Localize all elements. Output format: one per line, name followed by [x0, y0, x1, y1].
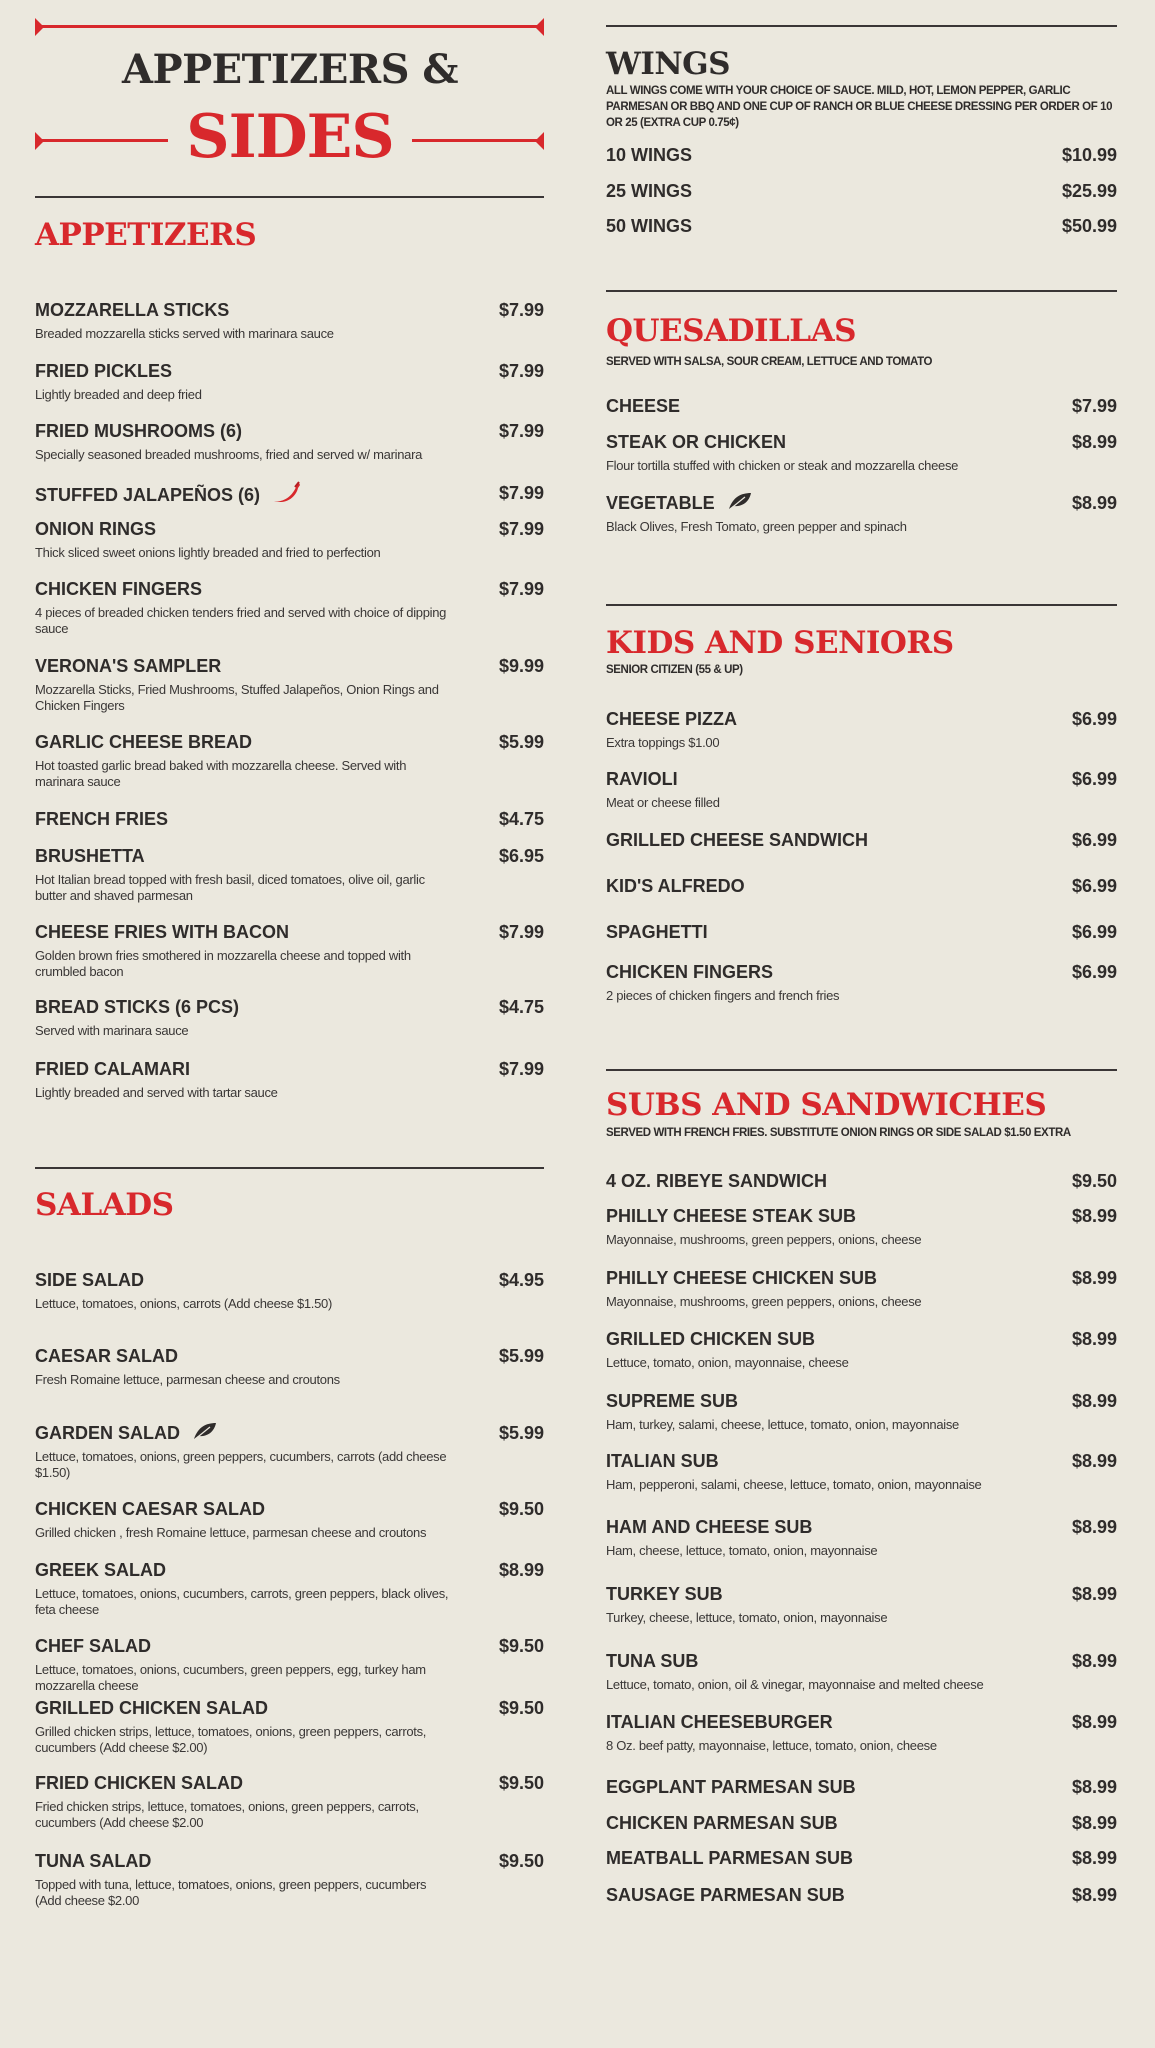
- item-name-text: SIDE SALAD: [35, 1270, 145, 1290]
- item-name-text: ONION RINGS: [35, 519, 157, 539]
- item-price: $6.99: [1071, 709, 1117, 729]
- appetizers-heading: APPETIZERS: [35, 217, 257, 253]
- item-name: [606, 767, 678, 791]
- item-price: $7.99: [498, 922, 544, 942]
- item-name: [606, 1449, 719, 1473]
- item-price: $7.99: [498, 519, 544, 539]
- item-name: [606, 707, 737, 731]
- item-name: [606, 394, 680, 418]
- item-name-text: STEAK OR CHICKEN: [606, 432, 787, 452]
- item-name-text: ITALIAN SUB: [606, 1451, 719, 1471]
- item-price: $6.95: [498, 846, 544, 866]
- chili-pepper-icon: [272, 481, 302, 511]
- item-name: [35, 1268, 144, 1292]
- item-name-text: VEGETABLE: [606, 493, 715, 513]
- item-price: $8.99: [1071, 493, 1117, 513]
- item-name-text: GARDEN SALAD: [35, 1423, 181, 1443]
- item-name: [35, 1421, 218, 1447]
- item-price: $8.99: [1071, 1712, 1117, 1732]
- item-price: $7.99: [1071, 396, 1117, 416]
- item-description: Mayonnaise, mushrooms, green peppers, onions, cheese: [606, 1232, 922, 1247]
- item-price: $9.50: [498, 1698, 544, 1718]
- item-description: Ham, turkey, salami, cheese, lettuce, tomato, onion, mayonnaise: [606, 1417, 959, 1432]
- item-description: Grilled chicken strips, lettuce, tomatoes, onions, green peppers, carrots, cucumbers (Add cheese $2.00): [35, 1724, 427, 1755]
- item-name: [35, 995, 239, 1019]
- quesadillas-heading: QUESADILLAS: [606, 313, 857, 349]
- item-name-text: BREAD STICKS (6 PCS): [35, 997, 240, 1017]
- item-name-text: GRILLED CHICKEN SALAD: [35, 1698, 268, 1718]
- item-name: [35, 807, 168, 831]
- item-name-text: BRUSHETTA: [35, 846, 145, 866]
- item-name-text: SPAGHETTI: [606, 922, 708, 942]
- item-description: Lettuce, tomatoes, onions, green peppers, cucumbers, carrots (add cheese $1.50): [35, 1449, 447, 1480]
- item-name: [606, 1515, 812, 1539]
- item-price: $8.99: [1071, 1451, 1117, 1471]
- item-price: $5.99: [498, 1346, 544, 1366]
- item-name: [606, 920, 708, 944]
- item-price: $9.50: [498, 1499, 544, 1519]
- leaf-icon: [192, 1421, 218, 1447]
- item-price: $8.99: [1071, 1584, 1117, 1604]
- item-name-text: FRIED CALAMARI: [35, 1059, 190, 1079]
- quesadillas-divider: [606, 290, 1117, 292]
- item-name-text: GRILLED CHICKEN SUB: [606, 1329, 816, 1349]
- item-name-text: FRIED MUSHROOMS (6): [35, 421, 242, 441]
- item-description: Black Olives, Fresh Tomato, green pepper and spinach: [606, 519, 907, 534]
- salads-divider: [35, 1167, 544, 1169]
- item-name-text: KID'S ALFREDO: [606, 876, 745, 896]
- item-description: 8 Oz. beef patty, mayonnaise, lettuce, tomato, onion, cheese: [606, 1738, 937, 1753]
- item-name: [606, 960, 773, 984]
- item-description: Lightly breaded and served with tartar sauce: [35, 1085, 278, 1100]
- item-name-text: GARLIC CHEESE BREAD: [35, 732, 253, 752]
- item-name: [606, 179, 692, 203]
- item-name-text: CHEESE FRIES WITH BACON: [35, 922, 290, 942]
- leaf-icon: [727, 491, 753, 517]
- item-description: Golden brown fries smothered in mozzarella cheese and topped with crumbled bacon: [35, 948, 411, 979]
- subs-note: SERVED WITH FRENCH FRIES. SUBSTITUTE ONION RINGS OR SIDE SALAD $1.50 EXTRA: [606, 1127, 1071, 1139]
- item-price: $8.99: [1071, 432, 1117, 452]
- item-price: $7.99: [498, 421, 544, 441]
- item-name: [35, 298, 229, 322]
- item-description: Hot toasted garlic bread baked with mozzarella cheese. Served with marinara sauce: [35, 758, 407, 789]
- salads-heading: SALADS: [35, 1187, 174, 1223]
- item-name-text: HAM AND CHEESE SUB: [606, 1517, 813, 1537]
- item-name: [35, 359, 172, 383]
- item-name: [35, 1696, 268, 1720]
- item-name-text: TUNA SALAD: [35, 1851, 152, 1871]
- item-name-text: CHICKEN FINGERS: [35, 579, 203, 599]
- item-name-text: 10 WINGS: [606, 145, 693, 165]
- item-name-text: FRENCH FRIES: [35, 809, 169, 829]
- item-name-text: GREEK SALAD: [35, 1560, 167, 1580]
- item-name: [35, 1558, 166, 1582]
- item-name-text: PHILLY CHEESE CHICKEN SUB: [606, 1268, 878, 1288]
- item-description: Topped with tuna, lettuce, tomatoes, onions, green peppers, cucumbers (Add cheese $2.00: [35, 1877, 427, 1908]
- item-price: $7.99: [498, 483, 544, 503]
- item-name-text: FRIED PICKLES: [35, 361, 173, 381]
- item-name-text: 25 WINGS: [606, 181, 693, 201]
- divider-end: [535, 132, 544, 150]
- item-name: [35, 1771, 243, 1795]
- item-name-text: GRILLED CHEESE SANDWICH: [606, 830, 869, 850]
- red-divider: [412, 139, 540, 142]
- item-name-text: MOZZARELLA STICKS: [35, 300, 230, 320]
- item-name-text: TUNA SUB: [606, 1651, 699, 1671]
- kids-note: SENIOR CITIZEN (55 & UP): [606, 664, 743, 676]
- item-name-text: RAVIOLI: [606, 769, 678, 789]
- item-name-text: 50 WINGS: [606, 216, 693, 236]
- item-price: $4.75: [498, 997, 544, 1017]
- item-name: [35, 730, 252, 754]
- item-name: [606, 874, 745, 898]
- item-name: [606, 430, 786, 454]
- item-name: [606, 1811, 838, 1835]
- item-description: Flour tortilla stuffed with chicken or steak and mozzarella cheese: [606, 458, 959, 473]
- subs-divider: [606, 1069, 1117, 1071]
- item-description: Served with marinara sauce: [35, 1023, 189, 1038]
- item-name-text: MEATBALL PARMESAN SUB: [606, 1848, 853, 1868]
- item-price: $9.99: [498, 656, 544, 676]
- item-price: $8.99: [1071, 1651, 1117, 1671]
- item-name: [35, 419, 242, 443]
- item-description: Fresh Romaine lettuce, parmesan cheese and croutons: [35, 1372, 340, 1387]
- item-price: $6.99: [1071, 922, 1117, 942]
- item-name-text: SAUSAGE PARMESAN SUB: [606, 1885, 845, 1905]
- item-name-text: 4 OZ. RIBEYE SANDWICH: [606, 1171, 828, 1191]
- item-name: [606, 1389, 738, 1413]
- item-name: [606, 143, 692, 167]
- item-name: [606, 1846, 853, 1870]
- item-name-text: STUFFED JALAPEÑOS (6): [35, 484, 261, 505]
- item-name-text: CHICKEN FINGERS: [606, 962, 774, 982]
- item-description: Extra toppings $1.00: [606, 735, 720, 750]
- item-name-text: SUPREME SUB: [606, 1391, 739, 1411]
- item-name-text: CHEESE: [606, 396, 681, 416]
- item-name-text: CHICKEN CAESAR SALAD: [35, 1499, 266, 1519]
- item-description: Lightly breaded and deep fried: [35, 387, 202, 402]
- divider-end: [535, 18, 544, 36]
- kids-heading: KIDS AND SENIORS: [606, 625, 954, 661]
- item-name-text: VERONA'S SAMPLER: [35, 656, 222, 676]
- item-name: [606, 1327, 815, 1351]
- item-description: Hot Italian bread topped with fresh basil, diced tomatoes, olive oil, garlic butter and shaved parmesan: [35, 872, 425, 903]
- item-price: $4.75: [498, 809, 544, 829]
- item-name-text: CHEF SALAD: [35, 1636, 151, 1656]
- item-description: Fried chicken strips, lettuce, tomatoes, onions, green peppers, carrots, cucumbers (Add cheese $2.00: [35, 1799, 419, 1830]
- item-price: $8.99: [1071, 1391, 1117, 1411]
- item-name: [35, 481, 302, 511]
- item-name: [35, 1849, 151, 1873]
- item-price: $8.99: [1071, 1517, 1117, 1537]
- wings-divider: [606, 25, 1117, 27]
- item-name: [606, 1169, 827, 1193]
- item-name: [606, 214, 692, 238]
- red-divider: [38, 25, 541, 28]
- item-description: Thick sliced sweet onions lightly breaded and fried to perfection: [35, 545, 381, 560]
- item-price: $6.99: [1071, 876, 1117, 896]
- item-price: $9.50: [498, 1636, 544, 1656]
- item-name: [35, 577, 202, 601]
- item-name: [35, 1497, 265, 1521]
- appetizers-divider: [35, 196, 544, 198]
- item-description: Grilled chicken , fresh Romaine lettuce, parmesan cheese and croutons: [35, 1525, 427, 1540]
- item-price: $7.99: [498, 1059, 544, 1079]
- item-name-text: FRIED CHICKEN SALAD: [35, 1773, 244, 1793]
- item-price: $8.99: [1071, 1206, 1117, 1226]
- item-price: $7.99: [498, 579, 544, 599]
- item-price: $8.99: [1071, 1885, 1117, 1905]
- item-name-text: TURKEY SUB: [606, 1584, 723, 1604]
- item-price: $9.50: [1071, 1171, 1117, 1191]
- wings-note: ALL WINGS COME WITH YOUR CHOICE OF SAUCE. MILD, HOT, LEMON PEPPER, GARLIC PARMESAN OR BBQ AND ONE CUP OF RANCH OR BLUE CHEESE DRESSING PER ORDER OF 10 OR 25 (EXTRA CUP 0.75¢): [606, 85, 1113, 129]
- item-description: Ham, cheese, lettuce, tomato, onion, mayonnaise: [606, 1543, 878, 1558]
- item-name: [35, 844, 145, 868]
- item-description: Lettuce, tomato, onion, mayonnaise, cheese: [606, 1355, 849, 1370]
- item-name: [35, 1057, 190, 1081]
- item-name: [35, 920, 289, 944]
- divider-end: [35, 18, 44, 36]
- item-description: 2 pieces of chicken fingers and french fries: [606, 988, 840, 1003]
- item-description: Specially seasoned breaded mushrooms, fried and served w/ marinara: [35, 447, 423, 462]
- item-name-text: CAESAR SALAD: [35, 1346, 179, 1366]
- item-description: Lettuce, tomato, onion, oil & vinegar, mayonnaise and melted cheese: [606, 1677, 984, 1692]
- item-name: [35, 517, 156, 541]
- subs-heading: SUBS AND SANDWICHES: [606, 1087, 1047, 1123]
- divider-end: [35, 132, 44, 150]
- item-name-text: CHEESE PIZZA: [606, 709, 738, 729]
- item-name: [606, 1649, 698, 1673]
- item-name-text: PHILLY CHEESE STEAK SUB: [606, 1206, 857, 1226]
- item-description: Breaded mozzarella sticks served with marinara sauce: [35, 326, 334, 341]
- item-name: [606, 1582, 723, 1606]
- item-name: [606, 1883, 845, 1907]
- item-name: [606, 491, 753, 517]
- item-price: $25.99: [1061, 181, 1117, 201]
- item-price: $6.99: [1071, 962, 1117, 982]
- item-price: $50.99: [1061, 216, 1117, 236]
- item-description: Ham, pepperoni, salami, cheese, lettuce, tomato, onion, mayonnaise: [606, 1477, 982, 1492]
- item-description: Lettuce, tomatoes, onions, carrots (Add cheese $1.50): [35, 1296, 333, 1311]
- item-description: Meat or cheese filled: [606, 795, 720, 810]
- item-description: Turkey, cheese, lettuce, tomato, onion, mayonnaise: [606, 1610, 888, 1625]
- title-line-2: SIDES: [186, 102, 394, 172]
- item-price: $5.99: [498, 732, 544, 752]
- wings-heading: WINGS: [606, 46, 731, 82]
- item-description: Mozzarella Sticks, Fried Mushrooms, Stuffed Jalapeños, Onion Rings and Chicken Fingers: [35, 682, 439, 713]
- item-name: [606, 828, 868, 852]
- item-price: $9.50: [498, 1851, 544, 1871]
- item-name-text: ITALIAN CHEESEBURGER: [606, 1712, 833, 1732]
- item-name-text: EGGPLANT PARMESAN SUB: [606, 1777, 856, 1797]
- item-name: [35, 654, 221, 678]
- item-price: $6.99: [1071, 769, 1117, 789]
- item-name-text: CHICKEN PARMESAN SUB: [606, 1813, 838, 1833]
- item-price: $10.99: [1061, 145, 1117, 165]
- kids-divider: [606, 604, 1117, 606]
- item-name: [606, 1775, 856, 1799]
- item-price: $6.99: [1071, 830, 1117, 850]
- title-line-1: APPETIZERS &: [121, 46, 458, 93]
- item-price: $8.99: [1071, 1777, 1117, 1797]
- item-description: Lettuce, tomatoes, onions, cucumbers, carrots, green peppers, black olives, feta cheese: [35, 1586, 449, 1617]
- item-price: $8.99: [498, 1560, 544, 1580]
- item-price: $4.95: [498, 1270, 544, 1290]
- quesadillas-note: SERVED WITH SALSA, SOUR CREAM, LETTUCE AND TOMATO: [606, 356, 933, 368]
- item-price: $9.50: [498, 1773, 544, 1793]
- item-name: [606, 1710, 833, 1734]
- item-price: $7.99: [498, 361, 544, 381]
- item-price: $8.99: [1071, 1329, 1117, 1349]
- item-name: [35, 1634, 151, 1658]
- item-description: Mayonnaise, mushrooms, green peppers, onions, cheese: [606, 1294, 922, 1309]
- red-divider: [38, 139, 168, 142]
- item-price: $7.99: [498, 300, 544, 320]
- item-name: [606, 1204, 856, 1228]
- item-name: [35, 1344, 178, 1368]
- item-description: 4 pieces of breaded chicken tenders fried and served with choice of dipping sauce: [35, 605, 447, 636]
- item-price: $5.99: [498, 1423, 544, 1443]
- item-price: $8.99: [1071, 1848, 1117, 1868]
- item-name: [606, 1266, 877, 1290]
- item-price: $8.99: [1071, 1268, 1117, 1288]
- item-price: $8.99: [1071, 1813, 1117, 1833]
- item-description: Lettuce, tomatoes, onions, cucumbers, green peppers, egg, turkey ham mozzarella cheese: [35, 1662, 426, 1693]
